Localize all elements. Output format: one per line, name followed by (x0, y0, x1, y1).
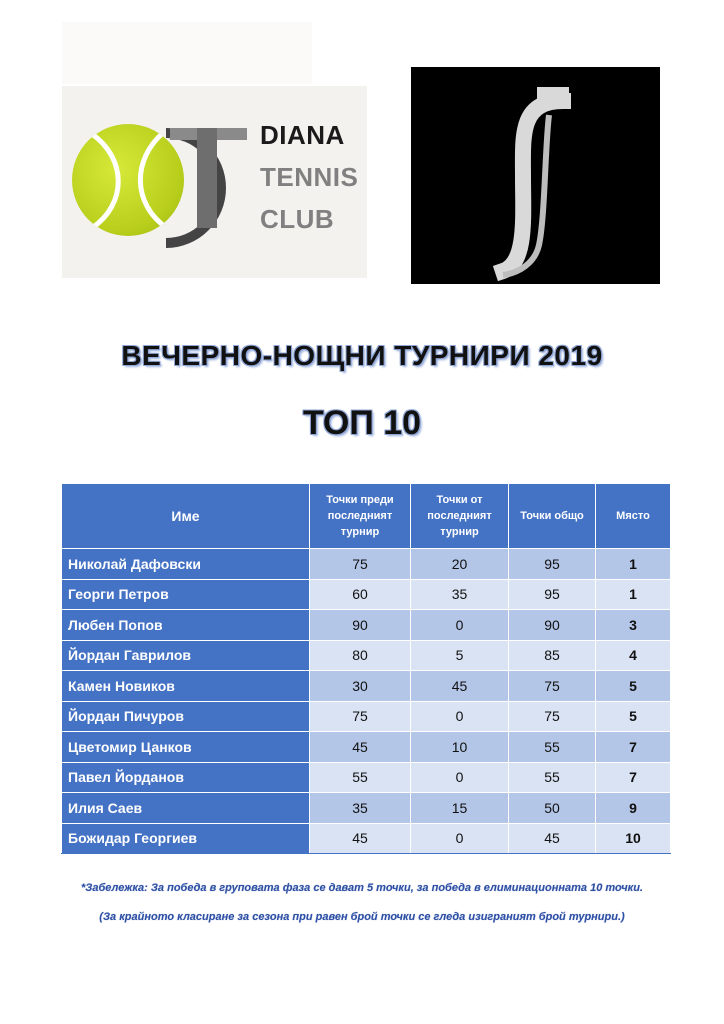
points-last-cell: 0 (411, 823, 509, 854)
page-subtitle: ТОП 10 (302, 404, 422, 442)
points-total-cell: 95 (509, 549, 596, 580)
table-row (62, 732, 671, 763)
s-monogram-logo (411, 67, 660, 284)
table-header-row (62, 484, 671, 549)
logo-letter-d (166, 128, 226, 248)
table-row (62, 701, 671, 732)
points-last-cell: 10 (411, 732, 509, 763)
place-cell: 10 (596, 823, 671, 854)
points-total-cell: 75 (509, 701, 596, 732)
place-cell: 7 (596, 732, 671, 763)
player-name-cell: Йордан Пичуров (62, 701, 310, 732)
logo-background-top (62, 22, 312, 84)
player-name-cell: Камен Новиков (62, 671, 310, 702)
table-row (62, 823, 671, 854)
points-before-cell: 35 (310, 793, 411, 824)
page-title: ВЕЧЕРНО-НОЩНИ ТУРНИРИ 2019 (121, 340, 603, 371)
points-total-cell: 95 (509, 579, 596, 610)
points-before-cell: 45 (310, 732, 411, 763)
place-cell: 5 (596, 671, 671, 702)
place-cell: 1 (596, 549, 671, 580)
column-header-place: Място (596, 484, 671, 549)
place-cell: 4 (596, 640, 671, 671)
table-row (62, 640, 671, 671)
player-name-cell: Цветомир Цанков (62, 732, 310, 763)
column-header-points-last: Точки от последният турнир (411, 484, 509, 549)
table-row (62, 793, 671, 824)
points-before-cell: 75 (310, 549, 411, 580)
player-name-cell: Георги Петров (62, 579, 310, 610)
footnote: *Забележка: За победа в груповата фаза се дават 5 точки, за победа в елиминационната 10 точки. (81, 882, 643, 894)
points-last-cell: 45 (411, 671, 509, 702)
points-before-cell: 60 (310, 579, 411, 610)
points-total-cell: 90 (509, 610, 596, 641)
place-cell: 5 (596, 701, 671, 732)
table-row (62, 610, 671, 641)
column-header-name: Име (62, 484, 310, 549)
player-name-cell: Любен Попов (62, 610, 310, 641)
points-last-cell: 15 (411, 793, 509, 824)
points-total-cell: 55 (509, 762, 596, 793)
diana-tennis-club-logo (62, 86, 367, 278)
points-total-cell: 75 (509, 671, 596, 702)
points-total-cell: 50 (509, 793, 596, 824)
points-before-cell: 75 (310, 701, 411, 732)
place-cell: 3 (596, 610, 671, 641)
points-last-cell: 0 (411, 610, 509, 641)
points-before-cell: 45 (310, 823, 411, 854)
column-header-points-before: Точки преди последният турнир (310, 484, 411, 549)
logo-text-club: CLUB (260, 204, 335, 234)
points-last-cell: 0 (411, 762, 509, 793)
points-last-cell: 5 (411, 640, 509, 671)
logo-text-tennis: TENNIS (260, 162, 359, 192)
player-name-cell: Николай Дафовски (62, 549, 310, 580)
points-before-cell: 55 (310, 762, 411, 793)
logo-letter-t-stem (197, 128, 217, 228)
points-total-cell: 55 (509, 732, 596, 763)
footnote-tiebreak: (За крайното класиране за сезона при равен брой точки се гледа изиграният брой турнири.) (99, 911, 625, 923)
table-row (62, 671, 671, 702)
player-name-cell: Йордан Гаврилов (62, 640, 310, 671)
points-last-cell: 0 (411, 701, 509, 732)
points-last-cell: 35 (411, 579, 509, 610)
points-before-cell: 80 (310, 640, 411, 671)
table-row (62, 549, 671, 580)
logo-text-diana: DIANA (260, 120, 345, 150)
player-name-cell: Илия Саев (62, 793, 310, 824)
place-cell: 9 (596, 793, 671, 824)
ranking-table (61, 483, 671, 854)
table-row (62, 762, 671, 793)
points-before-cell: 30 (310, 671, 411, 702)
points-total-cell: 85 (509, 640, 596, 671)
place-cell: 7 (596, 762, 671, 793)
table-row (62, 579, 671, 610)
points-total-cell: 45 (509, 823, 596, 854)
player-name-cell: Павел Йорданов (62, 762, 310, 793)
player-name-cell: Божидар Георгиев (62, 823, 310, 854)
place-cell: 1 (596, 579, 671, 610)
points-last-cell: 20 (411, 549, 509, 580)
column-header-points-total: Точки общо (509, 484, 596, 549)
points-before-cell: 90 (310, 610, 411, 641)
